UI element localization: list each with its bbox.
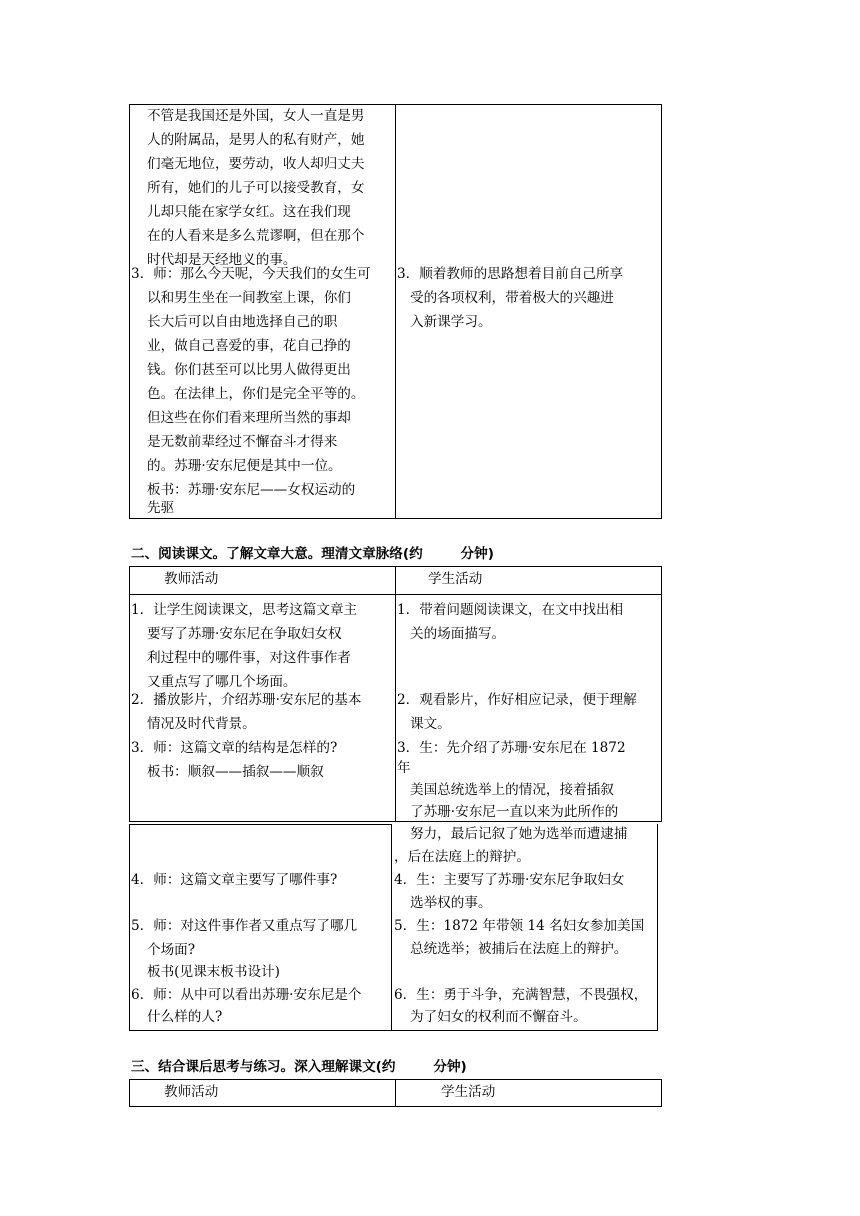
text-line: 了苏珊·安东尼一直以来为此所作的 (410, 804, 619, 820)
text-line: 儿却只能在家学女红。这在我们现 (147, 204, 351, 220)
table-border (129, 104, 130, 519)
text-line: 利过程中的哪件事，对这件事作者 (147, 650, 351, 666)
text-line: 2．观看影片，作好相应记录，便于理解 (397, 692, 637, 708)
text-line: 又重点写了哪几个场面。 (147, 674, 297, 690)
table-border (129, 1030, 658, 1031)
table-border (657, 824, 658, 1031)
text-line: 选举权的事。 (410, 895, 492, 911)
table-border (395, 1079, 396, 1107)
text-line: 个场面? (147, 942, 196, 958)
text-line: 业，做自己喜爱的事，花自己挣的 (147, 338, 351, 354)
text-line: 但这些在你们看来理所当然的事却 (147, 410, 351, 426)
text-line: 2．播放影片，介绍苏珊·安东尼的基本 (131, 692, 362, 708)
text-line: 6．师：从中可以看出苏珊·安东尼是个 (131, 987, 362, 1003)
text-line: 长大后可以自由地选择自己的职 (147, 314, 338, 330)
table-border (661, 566, 662, 822)
text-line: 课文。 (410, 716, 451, 732)
table-border (129, 824, 392, 825)
section-heading: 三、结合课后思考与练习。深入理解课文(约 分钟) (131, 1059, 467, 1075)
column-header-student: 学生活动 (428, 571, 483, 587)
text-line: 的。苏珊·安东尼便是其中一位。 (147, 458, 342, 474)
column-header-teacher: 教师活动 (164, 1084, 219, 1100)
text-line: 4．生：主要写了苏珊·安东尼争取妇女 (394, 872, 625, 888)
text-line: 是无数前辈经过不懈奋斗才得来 (147, 434, 338, 450)
text-line: 要写了苏珊·安东尼在争取妇女权 (147, 626, 342, 642)
text-line: 3．顺着教师的思路想着目前自己所享 (397, 266, 624, 282)
text-line: 所有，她们的儿子可以接受教育，女 (147, 180, 365, 196)
text-line: 美国总统选举上的情况，接着插叙 (410, 782, 614, 798)
table-border (391, 824, 392, 1031)
text-line: 人的附属品，是男人的私有财产，她 (147, 132, 365, 148)
text-line: ，后在法庭上的辩护。 (394, 849, 530, 865)
text-line: 板书：顺叙——插叙——顺叙 (147, 764, 324, 780)
text-line: 努力，最后记叙了她为选举而遭逮捕 (410, 826, 628, 842)
text-line: 情况及时代背景。 (147, 716, 256, 732)
text-line: 先驱 (147, 500, 175, 516)
table-border (129, 566, 130, 822)
text-line: 在的人看来是多么荒谬啊，但在那个 (147, 228, 365, 244)
text-line: 色。在法律上，你们是完全平等的。 (147, 386, 365, 402)
text-line: 不管是我国还是外国，女人一直是男 (147, 108, 365, 124)
text-line: 1．带着问题阅读课文，在文中找出相 (397, 602, 624, 618)
text-line: 板书：苏珊·安东尼——女权运动的 (147, 482, 356, 498)
table-border (661, 104, 662, 519)
text-line: 5．生：1872 年带领 14 名妇女参加美国 (394, 918, 645, 934)
text-line: 为了妇女的权利而不懈奋斗。 (410, 1009, 587, 1025)
text-line: 什么样的人? (147, 1009, 223, 1025)
text-line: 们毫无地位，要劳动，收人却归丈夫 (147, 156, 365, 172)
text-line: 年 (397, 760, 411, 776)
text-line: 6．生：勇于斗争，充满智慧，不畏强权， (394, 987, 648, 1003)
column-header-student: 学生活动 (441, 1084, 496, 1100)
text-line: 受的各项权利，带着极大的兴趣进 (410, 290, 614, 306)
text-line: 时代却是天经地义的事。 (147, 252, 297, 268)
text-line: 关的场面描写。 (410, 626, 506, 642)
text-line: 1．让学生阅读课文，思考这篇文章主 (131, 602, 358, 618)
text-line: 3．生：先介绍了苏珊·安东尼在 1872 (397, 740, 626, 756)
column-header-teacher: 教师活动 (164, 571, 219, 587)
text-line: 入新课学习。 (410, 314, 492, 330)
text-line: 4．师：这篇文章主要写了哪件事? (131, 872, 338, 888)
text-line: 5．师：对这件事作者又重点写了哪几 (131, 918, 358, 934)
text-line: 板书(见课末板书设计) (147, 964, 280, 980)
text-line: 以和男生坐在一间教室上课，你们 (147, 290, 351, 306)
table-border (129, 824, 130, 1031)
text-line: 钱。你们甚至可以比男人做得更出 (147, 362, 351, 378)
text-line: 总统选举；被捕后在法庭上的辩护。 (410, 941, 628, 957)
section-heading: 二、阅读课文。了解文章大意。理清文章脉络(约 分钟) (131, 546, 494, 562)
table-border (661, 1079, 662, 1107)
table-border (395, 566, 396, 822)
table-border (129, 1079, 130, 1107)
text-line: 3．师：这篇文章的结构是怎样的? (131, 740, 338, 756)
table-border (395, 104, 396, 519)
text-line: 3．师：那么今天呢，今天我们的女生可 (131, 266, 371, 282)
